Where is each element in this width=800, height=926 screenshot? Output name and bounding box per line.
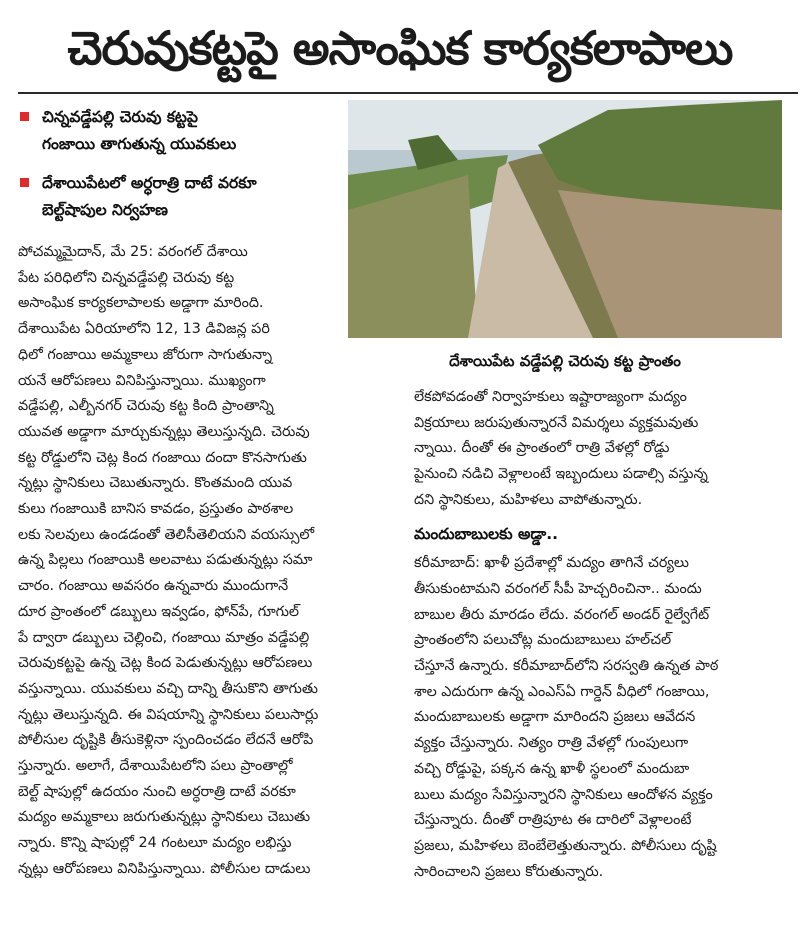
article-line: యువత అడ్డాగా మార్చుకున్నట్లు తెలుస్తున్నది. చెరువు	[18, 423, 310, 440]
article-line: వడ్డేపల్లి, ఎల్బీనగర్ చెరువు కట్ట కింది ప్రాంతాన్ని	[18, 398, 274, 415]
article-line: న్నట్లు తెలుస్తున్నది. ఈ విషయాన్ని స్థానికులు పలుసార్లు	[18, 706, 319, 723]
photo-illustration	[348, 100, 782, 338]
article-line: చేస్తున్నారు. దీంతో రాత్రిపూట ఈ దారిలో వెళ్లాలంటే	[414, 812, 692, 829]
article-line: ప్రజలు, మహిళలు బెంబేలెత్తుతున్నారు. పోలీసులు దృష్టి	[414, 837, 717, 854]
bullet-square-icon	[20, 178, 29, 187]
photo-caption: దేశాయిపేట వడ్డేపల్లి చెరువు కట్ట ప్రాంతం	[449, 352, 681, 370]
article-line: దేశాయిపేట ఏరియాలోని 12, 13 డివిజన్ల పరి	[18, 321, 270, 338]
article-line: చేస్తూనే ఉన్నారు. కరీమాబాద్‌లోని సరస్వతి ఉన్నత పాఠ	[414, 658, 719, 675]
article-line: మద్యం అమ్మకాలు జరుగుతున్నట్లు స్థానికులు చెబుతు	[18, 809, 311, 826]
article-line: బులు మద్యం సేవిస్తున్నారని స్థానికులు ఆందోళన వ్యక్తం	[414, 786, 713, 803]
article-line: స్తున్నారు. అలాగే, దేశాయిపేటలోని పలు ప్రాంతాల్లో	[18, 758, 293, 775]
highlight-line: బెల్ట్‌షాపుల నిర్వహణ	[42, 201, 168, 219]
article-line: పే ద్వారా డబ్బులు చెల్లించి, గంజాయి మాత్రం వడ్డేపల్లి	[18, 629, 310, 646]
article-line: కులు గంజాయికి బానిస కావడం, ప్రస్తుతం పాఠశాల	[18, 501, 294, 518]
headline: చెరువుకట్టపై అసాంఘిక కార్యకలాపాలు	[67, 21, 733, 75]
article-line: శాల ఎదురుగా ఉన్న ఎంఎస్‌ఏ గార్డెన్ వీధిలో గంజాయి,	[414, 683, 710, 700]
article-line: చెరువుకట్టపై ఉన్న చెట్ల కింద పెడుతున్నట్లు ఆరోపణలు	[18, 655, 313, 672]
news-photo	[348, 100, 782, 338]
article-line: కట్ట రోడ్డులోని చెట్ల కింద గంజాయి దందా కొనసాగుతు	[18, 449, 307, 466]
article-line: బాబుల తీరు మారడం లేదు. వరంగల్ అండర్ రైల్వేగేట్	[414, 606, 710, 623]
highlight-line: గంజాయి తాగుతున్న యువకులు	[42, 135, 237, 153]
article-line: ప్రాంతంలోని పలుచోట్ల మందుబాబులు హల్‌చల్	[414, 632, 672, 649]
article-line: పైనుంచి నడిచి వెళ్లాలంటే ఇబ్బందులు పడాల్సి వస్తున్న	[414, 466, 708, 483]
article-line: ధిలో గంజాయి అమ్మకాలు జోరుగా సాగుతున్నా	[18, 346, 273, 363]
article-line: విక్రయాలు జరుపుతున్నారనే విమర్శలు వ్యక్తమవుతు	[414, 414, 699, 431]
headline-rule	[18, 92, 798, 94]
article-line: న్నట్లు స్థానికులు చెబుతున్నారు. కొంతమంది యువ	[18, 475, 293, 492]
highlight-line: చిన్నవడ్డేపల్లి చెరువు కట్టపై	[42, 108, 198, 126]
article-left-column	[18, 240, 346, 883]
article-line: అసాంఘిక కార్యకలాపాలకు అడ్డాగా మారింది.	[18, 295, 264, 312]
article-line: న్నాయి. దీంతో ఈ ప్రాంతంలో రాత్రి వేళల్లో రోడ్డు	[414, 440, 670, 457]
article-line: ఉన్న పిల్లలు గంజాయికి అలవాటు పడుతున్నట్లు సమా	[18, 552, 313, 569]
article-line: కరీమాబాద్: ఖాళీ ప్రదేశాల్లో మద్యం తాగినే చర్యలు	[414, 555, 689, 572]
article-line: వస్తున్నాయి. యువకులు వచ్చి దాన్ని తీసుకొని తాగుతు	[18, 680, 318, 697]
article-line: దని స్థానికులు, మహిళలు వాపోతున్నారు.	[414, 491, 643, 508]
highlight-2	[20, 170, 340, 224]
article-line: దూర ప్రాంతంలో డబ్బులు ఇవ్వడం, ఫోన్‌పే, గూగుల్	[18, 603, 300, 620]
article-line: బెల్ట్ షాపుల్లో ఉదయం నుంచి అర్ధరాత్రి దాటే వరకూ	[18, 783, 296, 800]
article-line: లేకపోవడంతో నిర్వాహకులు ఇష్టారాజ్యంగా మద్యం	[414, 389, 687, 405]
article-line: మందుబాబులకు అడ్డాగా మారిందని ప్రజలు ఆవేదన	[414, 709, 696, 726]
article-line: యనే ఆరోపణలు వినిపిస్తున్నాయి. ముఖ్యంగా	[18, 372, 266, 389]
article-line: వ్యక్తం చేస్తున్నారు. నిత్యం రాత్రి వేళల్లో గుంపులుగా	[414, 735, 689, 752]
highlight-line: దేశాయిపేటలో అర్ధరాత్రి దాటే వరకూ	[42, 174, 257, 192]
bullet-square-icon	[20, 112, 29, 121]
highlight-1	[20, 104, 340, 158]
article-right-column	[414, 385, 784, 885]
article-line: చారం. గంజాయి అవసరం ఉన్నవారు ముందుగానే	[18, 578, 289, 595]
article-line: సారించాలని ప్రజలు కోరుతున్నారు.	[414, 863, 604, 880]
article-line: లకు సెలవులు ఉండడంతో తెలిసీతెలియని వయస్సులో	[18, 526, 315, 543]
article-line: పేట పరిధిలోని చిన్నవడ్డేపల్లి చెరువు కట్ట	[18, 269, 235, 286]
article-line: న్నారు. కొన్ని షాపుల్లో 24 గంటలూ మద్యం లభిస్తు	[18, 835, 292, 852]
article-line: పోలీసుల దృష్టికి తీసుకెళ్లినా స్పందించడం లేదనే ఆరోపి	[18, 732, 314, 749]
article-line: న్నట్లు ఆరోపణలు వినిపిస్తున్నాయి. పోలీసుల దాడులు	[18, 860, 311, 877]
article-line: పోచమ్మమైదాన్, మే 25: వరంగల్ దేశాయి	[18, 244, 248, 260]
article-line: వచ్చి రోడ్డుపై, పక్కన ఉన్న ఖాళీ స్థలంలో మందుబా	[414, 760, 690, 777]
subhead: మందుబాబులకు అడ్డా..	[414, 524, 558, 543]
article-line: తీసుకుంటామని వరంగల్ సీపీ హెచ్చరించినా.. మందు	[414, 580, 702, 597]
